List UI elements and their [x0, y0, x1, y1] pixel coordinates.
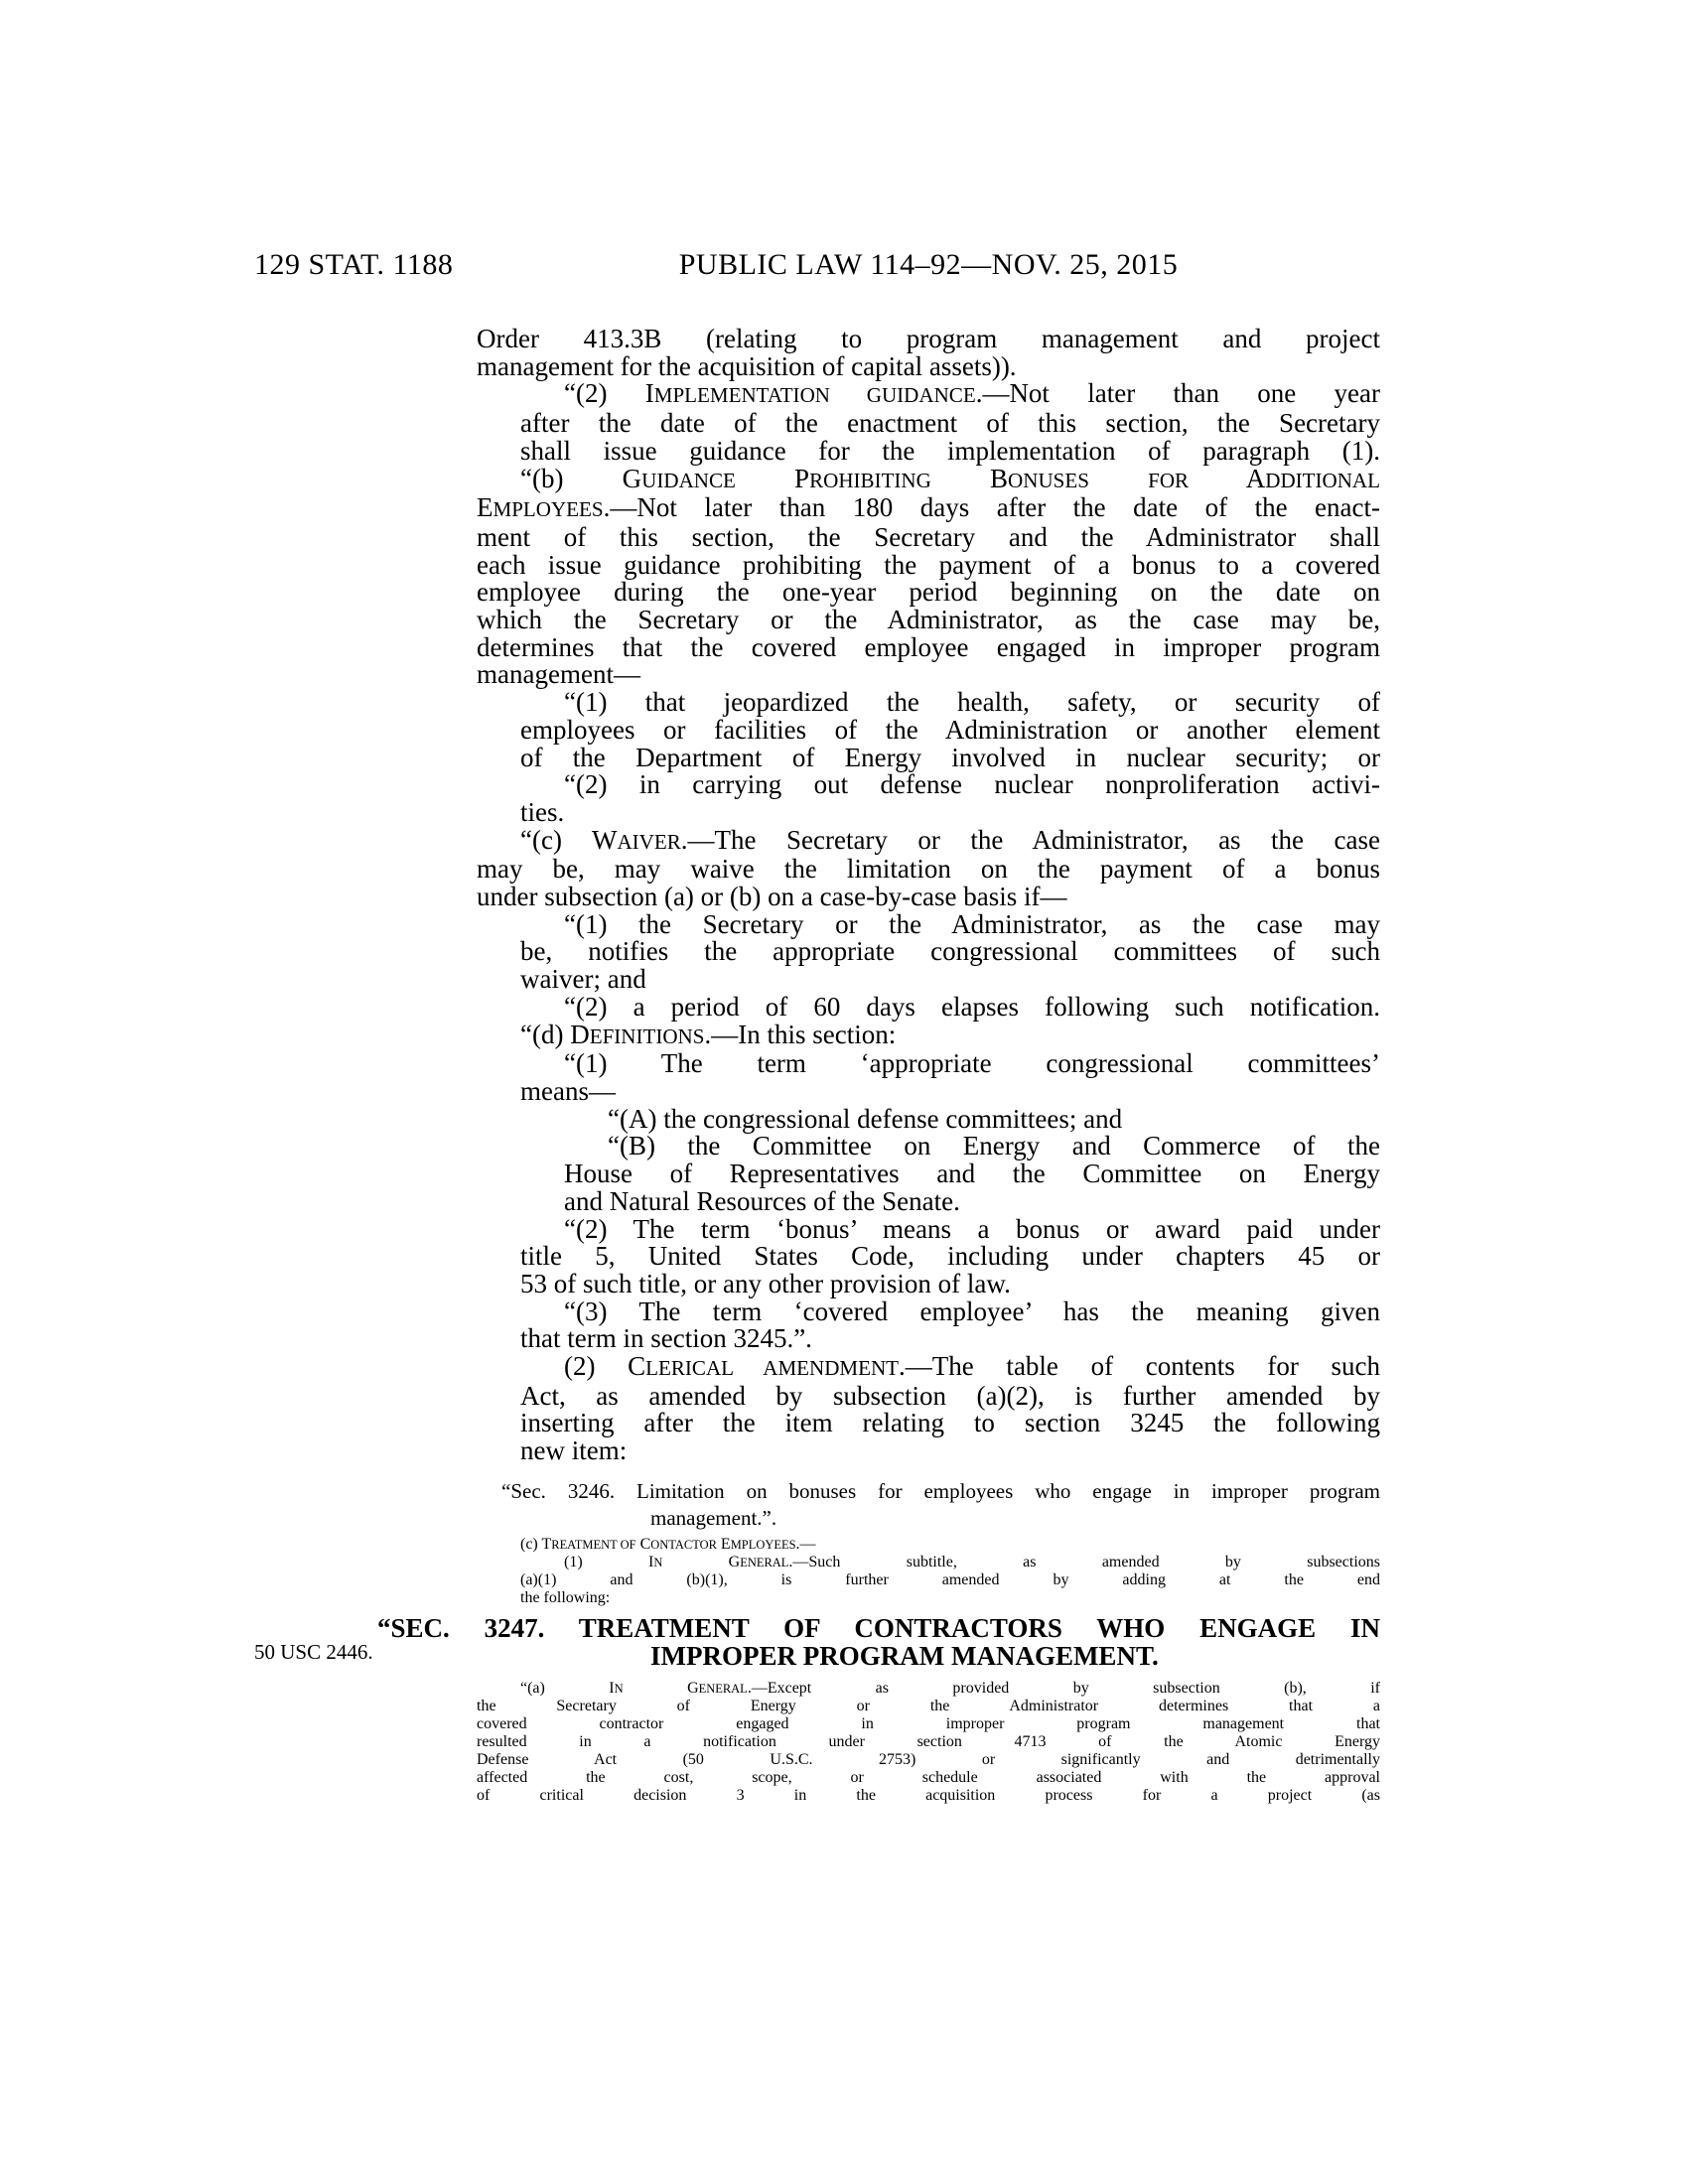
text-line	[477, 549, 1380, 580]
text-segment: of the Department of Energy involved in nuclear security; or	[520, 742, 1380, 772]
text-segment: “SEC. 3247. TREATMENT OF CONTRACTORS WHO ENGAGE IN	[377, 1612, 1380, 1643]
text-segment: (a)(1) and (b)(1), is further amended by adding at the end	[520, 1570, 1380, 1588]
text-segment: .—The table of contents for such	[899, 1351, 1381, 1382]
text-segment: Order 413.3B (relating to program management and project	[477, 324, 1380, 353]
text-segment: (c) T	[520, 1535, 552, 1553]
text-segment: waiver; and	[520, 964, 646, 995]
text-line	[564, 1554, 1380, 1571]
text-line	[650, 1505, 1380, 1532]
small-caps-text: ENERAL	[698, 1681, 748, 1696]
text-segment: (1) I	[564, 1553, 654, 1570]
text-segment: “(a) I	[520, 1679, 615, 1697]
us-code-margin-note: 50 USC 2446.	[254, 1640, 373, 1664]
text-line	[520, 1243, 1380, 1271]
text-line	[650, 1642, 1380, 1670]
small-caps-text: N	[614, 1681, 624, 1696]
text-segment: be, notifies the appropriate congressional committees of such	[520, 936, 1380, 967]
text-segment: C	[635, 1535, 651, 1553]
small-caps-text: REATMENT OF	[551, 1537, 636, 1552]
text-line	[477, 631, 1380, 662]
amendment-text	[477, 326, 1380, 1465]
text-line	[477, 1769, 1380, 1787]
text-segment: each issue guidance prohibiting the payment of a bonus to a covered	[477, 549, 1380, 580]
text-line	[564, 1353, 1380, 1383]
text-line	[608, 1133, 1380, 1160]
text-segment: G	[662, 1553, 741, 1570]
text-line	[477, 1698, 1380, 1715]
text-segment: new item:	[520, 1435, 628, 1466]
small-caps-text: MPLOYEES	[730, 1537, 796, 1552]
text-segment: G	[623, 1679, 699, 1697]
text-line	[564, 689, 1380, 717]
text-line	[477, 579, 1380, 607]
text-segment: “(c) W	[520, 824, 618, 855]
text-line	[520, 938, 1380, 966]
text-line	[564, 1213, 1380, 1244]
text-line	[608, 1103, 1380, 1134]
small-caps-text: DDITIONAL	[1265, 468, 1380, 492]
small-caps-text: LERICAL AMENDMENT	[645, 1356, 900, 1381]
text-line	[477, 1715, 1380, 1733]
text-segment: resulted in a notification under section 4713 of the Atomic Energy	[477, 1732, 1380, 1750]
text-segment: may be, may waive the limitation on the payment of a bonus	[477, 854, 1380, 885]
text-segment: and Natural Resources of the Senate.	[564, 1185, 960, 1216]
section-3247-heading	[377, 1612, 1380, 1671]
text-line	[520, 824, 1380, 857]
small-caps-text: ONTACTOR	[650, 1537, 717, 1552]
text-segment: “(2) a period of 60 days elapses following such notification.	[564, 991, 1380, 1022]
text-line	[520, 714, 1380, 745]
text-line	[477, 661, 1380, 689]
text-line	[477, 326, 1380, 353]
text-segment: Act, as amended by subsection (a)(2), is further amended by	[520, 1380, 1380, 1411]
text-segment: after the date of the enactment of this section, the Secretary	[520, 408, 1380, 439]
text-segment: “(2) I	[564, 378, 654, 409]
text-segment: which the Secretary or the Administrator, as the case may be,	[477, 605, 1380, 635]
text-line	[564, 1185, 1380, 1216]
text-segment: means—	[520, 1075, 616, 1106]
text-segment: management.”.	[650, 1505, 777, 1530]
text-segment: title 5, United States Code, including under chapters 45 or	[520, 1241, 1380, 1272]
text-line	[477, 1733, 1380, 1751]
text-segment: management—	[477, 659, 640, 690]
text-segment: affected the cost, scope, or schedule associated with the approval	[477, 1768, 1380, 1786]
text-line	[477, 884, 1380, 911]
text-line	[520, 1380, 1380, 1411]
text-segment: .—Not later than 180 days after the date of the enact-	[603, 492, 1380, 523]
text-line	[564, 908, 1380, 939]
text-line	[477, 1787, 1380, 1805]
text-line	[520, 796, 1380, 827]
text-segment: .—	[795, 1535, 816, 1553]
text-line	[477, 350, 1380, 381]
text-segment: covered contractor engaged in improper program management that	[477, 1714, 1380, 1732]
text-segment: employees or facilities of the Administration or another element	[520, 714, 1380, 745]
text-line	[564, 1160, 1380, 1188]
text-segment: .—Such subtitle, as amended by subsections	[788, 1553, 1380, 1570]
text-line	[520, 1075, 1380, 1106]
text-line	[520, 1019, 1380, 1051]
text-line	[520, 1410, 1380, 1437]
statute-text-column	[377, 324, 1381, 1805]
text-line	[377, 1614, 1380, 1642]
text-line	[564, 771, 1380, 799]
text-segment: the following:	[520, 1588, 611, 1606]
text-segment: “(2) The term ‘bonus’ means a bonus or award paid under	[564, 1213, 1380, 1244]
text-segment: ment of this section, the Secretary and the Administrator shall	[477, 521, 1380, 552]
text-segment: “Sec. 3246. Limitation on bonuses for employees who engage in improper program	[501, 1478, 1380, 1503]
text-line	[477, 494, 1380, 524]
text-segment: “(B) the Committee on Energy and Commerce of the	[608, 1131, 1380, 1161]
small-caps-text: MPLOYEES	[492, 497, 604, 522]
small-caps-text: ONUSES	[1008, 468, 1089, 492]
text-segment: B	[930, 463, 1009, 493]
text-line	[564, 380, 1380, 410]
text-segment: “(1) the Secretary or the Administrator, as the case may	[564, 908, 1380, 939]
text-segment: “(1) that jeopardized the health, safety, or security of	[564, 687, 1380, 718]
text-line	[520, 1325, 1380, 1353]
text-segment: E	[477, 492, 493, 523]
text-line	[564, 1050, 1380, 1078]
small-caps-text: ROHIBITING	[809, 468, 931, 492]
text-line	[520, 1437, 1380, 1465]
text-segment: .—Except as provided by subsection (b), if	[747, 1679, 1380, 1697]
text-segment: “(3) The term ‘covered employee’ has the meaning given	[564, 1296, 1380, 1326]
text-segment: E	[716, 1535, 731, 1553]
text-segment: .—The Secretary or the Administrator, as the case	[680, 824, 1380, 855]
text-segment: employee during the one-year period beginning on the date on	[477, 577, 1380, 608]
text-line	[520, 410, 1380, 438]
text-segment: 53 of such title, or any other provision of law.	[520, 1268, 1011, 1298]
text-segment: management for the acquisition of capital assets)).	[477, 350, 1017, 381]
text-line	[477, 856, 1380, 884]
text-segment: the Secretary of Energy or the Administrator determines that a	[477, 1697, 1380, 1714]
text-segment: that term in section 3245.”.	[520, 1323, 812, 1354]
text-line	[520, 966, 1380, 994]
small-caps-text: UIDANCE	[641, 468, 736, 492]
text-line	[501, 1478, 1380, 1505]
text-segment: shall issue guidance for the implementation of paragraph (1).	[520, 435, 1380, 466]
text-segment: Defense Act (50 U.S.C. 2753) or significantly and detrimentally	[477, 1750, 1380, 1768]
stat-page-number: 129 STAT. 1188	[254, 248, 454, 281]
text-line	[520, 1589, 1380, 1607]
text-segment: “(A) the congressional defense committees; and	[608, 1103, 1123, 1134]
section-3247-text	[477, 1680, 1380, 1805]
text-line	[520, 1680, 1380, 1698]
text-line	[520, 1571, 1380, 1589]
text-segment: .—Not later than one year	[975, 378, 1381, 409]
text-segment: (2) C	[564, 1351, 646, 1382]
small-caps-text: EFINITIONS	[589, 1024, 705, 1048]
small-caps-text: N	[653, 1555, 663, 1570]
text-segment: determines that the covered employee engaged in improper program	[477, 631, 1380, 662]
text-line	[477, 1751, 1380, 1769]
small-caps-text: MPLEMENTATION GUIDANCE	[653, 383, 976, 408]
text-line	[520, 1268, 1380, 1298]
text-segment: ties.	[520, 796, 565, 827]
text-segment: A	[1189, 463, 1266, 493]
text-segment: P	[735, 463, 810, 493]
text-line	[564, 1298, 1380, 1326]
text-line	[477, 607, 1380, 634]
text-segment: IMPROPER PROGRAM MANAGEMENT.	[650, 1640, 1159, 1671]
text-line	[520, 742, 1380, 772]
text-segment: of critical decision 3 in the acquisition process for a project (as	[477, 1786, 1380, 1804]
text-line	[564, 991, 1380, 1022]
text-segment: under subsection (a) or (b) on a case-by-case basis if—	[477, 882, 1067, 912]
text-line	[520, 463, 1380, 495]
subsection-c-text	[477, 1536, 1380, 1607]
text-segment	[1089, 464, 1148, 493]
text-segment: House of Representatives and the Committee on Energy	[564, 1159, 1380, 1189]
text-segment: .—In this section:	[704, 1019, 897, 1049]
small-caps-text: AIVER	[617, 829, 681, 854]
text-line	[520, 1536, 1380, 1554]
small-caps-text: ENERAL	[740, 1555, 789, 1570]
text-segment: “(d) D	[520, 1019, 590, 1049]
toc-item-sec-3246	[477, 1478, 1380, 1532]
text-segment: “(2) in carrying out defense nuclear nonproliferation activi-	[564, 769, 1380, 800]
text-line	[520, 435, 1380, 466]
law-title: PUBLIC LAW 114–92—NOV. 25, 2015	[678, 248, 1179, 281]
small-caps-text: FOR	[1148, 468, 1190, 492]
text-segment: “(b) G	[520, 463, 642, 493]
text-segment: inserting after the item relating to section 3245 the following	[520, 1408, 1380, 1438]
text-line	[477, 521, 1380, 552]
text-segment: “(1) The term ‘appropriate congressional committees’	[564, 1048, 1380, 1079]
